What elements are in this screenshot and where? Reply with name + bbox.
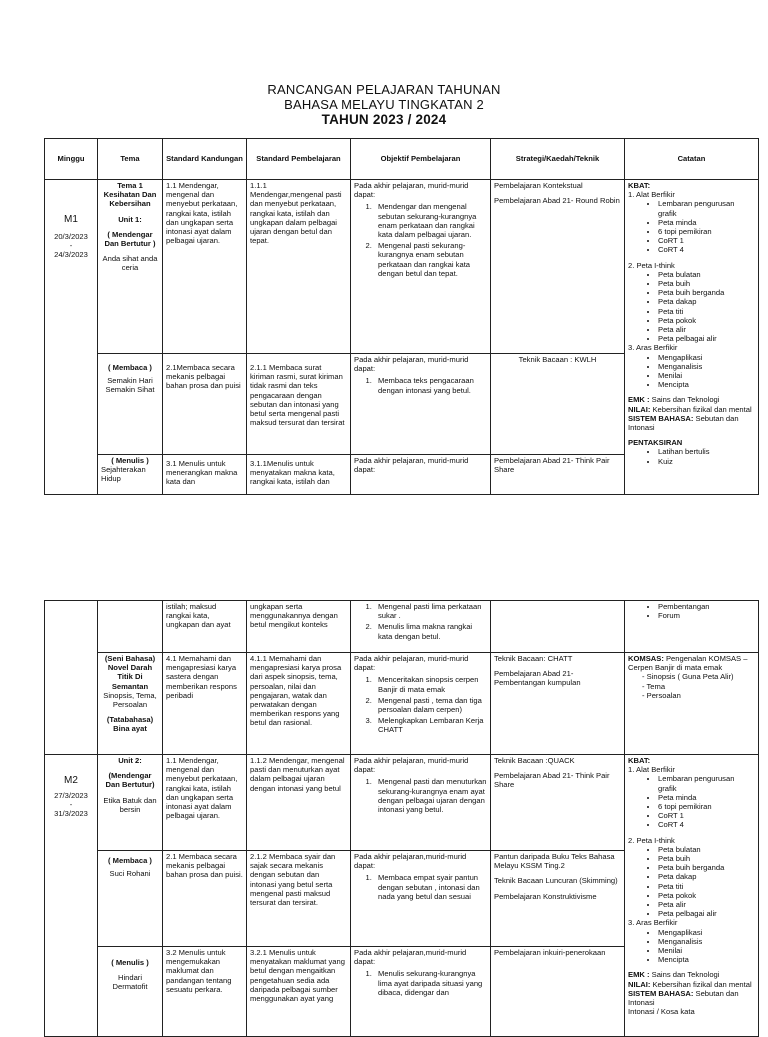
list-item: 3. Melengkapkan Lembaran Kerja CHATT — [374, 716, 487, 734]
catatan-cell-m2 — [625, 755, 759, 1037]
emk-value: Sains dan Teknologi — [649, 395, 720, 405]
objektif-intro: Pada akhir pelajaran,murid-murid dapat: — [354, 852, 467, 871]
komsas-line — [628, 654, 755, 663]
nilai-value: Kebersihan fizikal dan mental — [650, 979, 752, 989]
week-date-end: 24/3/2023 — [54, 250, 88, 260]
list-item: • Latihan bertulis — [658, 447, 755, 456]
strategi-cell — [491, 851, 625, 947]
sp-text: Mendengar,mengenal pasti dan menyebut perkataan, rangkai kata, istilah dan ungkapan dalam pelbagai ujaran dengan betul dan tepat. — [250, 190, 342, 246]
alat-label: 1. Alat Berfikir — [628, 190, 675, 200]
list-item: 2. Menulis lima makna rangkai kata dengan betul. — [374, 622, 487, 640]
catatan-cell — [625, 653, 759, 755]
list-item: • Menganalisis — [658, 937, 755, 946]
catatan-tail: Intonasi / Kosa kata — [628, 1007, 695, 1017]
list-item: 1. Mengenal pasti dan menuturkan sekurang-kurangnya enam ayat dengan pelbagai ujaran dengan intonasi yang betul. — [374, 777, 487, 814]
nilai-label: NILAI: — [628, 979, 651, 989]
list-item: 1. Membaca empat syair pantun dengan sebutan , intonasi dan nada yang betul dan sesuai — [374, 873, 487, 901]
tema-cell — [98, 455, 163, 495]
list-item: • Peta buih berganda — [658, 863, 755, 872]
aras-label: 3. Aras Berfikir — [628, 343, 678, 353]
list-item: • 6 topi pemikiran — [658, 227, 755, 236]
peta-label: 2. Peta I-think — [628, 835, 675, 845]
objektif-cell — [351, 947, 491, 1037]
cerpen-line: Cerpen Banjir di mata emak — [628, 663, 723, 673]
sp-cell: 3.2.1 Menulis untuk menyatakan maklumat yang betul dengan mengaitkan pengetahuan sedia ada daripada pelbagai sumber menggunakan ayat yang — [247, 947, 351, 1037]
strategi-text: Teknik Bacaan :QUACK — [494, 756, 575, 765]
sistem-line — [628, 414, 755, 432]
week-cell-m2 — [45, 755, 98, 1037]
list-item: • Mengaplikasi — [658, 928, 755, 937]
week-date-dash: - — [69, 800, 73, 810]
list-item: • Kuiz — [658, 457, 755, 466]
list-item: • Mencipta — [658, 955, 755, 964]
alat-label: 1. Alat Berfikir — [628, 765, 675, 775]
unit-label: Unit 2: — [118, 756, 142, 765]
objektif-cell — [351, 601, 491, 653]
strategi-text: Pantun daripada Buku Teks Bahasa Melayu KSSM Ting.2 — [494, 852, 615, 871]
sp-cell: 4.1.1 Memahami dan mengapresiasi karya prosa dari aspek sinopsis, tema, persoalan, nilai dan pengajaran, watak dan perwatakan dengan memberikan respons yang betul dan rasional. — [247, 653, 351, 755]
list-item: • Peta alir — [658, 325, 755, 334]
list-item: 1. Menulis sekurang-kurangnya lima ayat daripada situasi yang dibaca, didengar dan — [374, 969, 487, 997]
kbat-label: KBAT: — [628, 756, 651, 765]
strategi-cell: Pembelajaran Abad 21- Think Pair Share — [491, 455, 625, 495]
week-date-start: 27/3/2023 — [54, 791, 88, 800]
list-item: • CoRT 1 — [658, 236, 755, 245]
list-item: • Lembaran pengurusan grafik — [658, 774, 755, 792]
list-item: • Peta bulatan — [658, 845, 755, 854]
skill-label: ( Membaca ) — [108, 856, 152, 865]
lesson-plan-table-page2 — [44, 600, 759, 1037]
skill-label: ( Menulis ) — [111, 456, 149, 465]
sp-cell: 2.1.2 Membaca syair dan sajak secara mekanis dengan sebutan dan intonasi yang betul serta mengenal pasti maksud tersurat dan tersirat. — [247, 851, 351, 947]
nilai-value: Kebersihan fizikal dan mental — [650, 404, 752, 414]
catatan-cell — [625, 601, 759, 653]
list-item: • Peta minda — [658, 218, 755, 227]
list-item: • Peta alir — [658, 900, 755, 909]
week-date-dash: - — [69, 241, 73, 251]
list-item: • Menilai — [658, 371, 755, 380]
emk-label: EMK : — [628, 970, 650, 980]
list-item: • Mencipta — [658, 380, 755, 389]
peta-label: 2. Peta I-think — [628, 260, 675, 270]
list-item: • Peta pelbagai alir — [658, 334, 755, 343]
skill-label: (Tatabahasa) Bina ayat — [106, 715, 154, 734]
list-item: • Lembaran pengurusan grafik — [658, 199, 755, 217]
strategi-cell — [491, 653, 625, 755]
tema-cell — [98, 755, 163, 851]
emk-line — [628, 395, 755, 404]
table-row — [45, 755, 759, 851]
sk-cell — [163, 455, 247, 495]
sk-text: 3.1 Menulis untuk menerangkan makna kata dan — [166, 459, 238, 487]
topic-label: Sinopsis, Tema, Persoalan — [103, 690, 157, 710]
objektif-cell — [351, 851, 491, 947]
skill-label: ( Mendengar Dan Bertutur ) — [104, 229, 156, 249]
col-standard-pembelajaran: Standard Pembelajaran — [247, 139, 351, 180]
sk-cell: 2.1 Membaca secara mekanis pelbagai bahan prosa dan puisi. — [163, 851, 247, 947]
tema-cell — [98, 851, 163, 947]
sistem-label: SISTEM BAHASA: — [628, 988, 694, 998]
week-date-start: 20/3/2023 — [54, 232, 88, 241]
sistem-value: Sebutan dan Intonasi — [628, 413, 739, 433]
unit-label: Unit 1: — [118, 214, 142, 224]
week-date-end: 31/3/2023 — [54, 809, 88, 819]
sp-text: 3.1.1Menulis untuk menyatakan makna kata, rangkai kata, istilah dan — [250, 459, 335, 487]
sistem-label: SISTEM BAHASA: — [628, 413, 694, 423]
table-row — [45, 601, 759, 653]
sp-code: 1.1.1 — [250, 181, 267, 190]
list-item: • Menilai — [658, 946, 755, 955]
objektif-cell — [351, 354, 491, 455]
list-item: 1. Mendengar dan mengenal sebutan sekurang-kurangnya enam perkataan dan rangkai kata dalam pelbagai ujaran. — [374, 202, 487, 239]
list-item: • Peta dakap — [658, 872, 755, 881]
objektif-cell — [351, 755, 491, 851]
aras-label: 3. Aras Berfikir — [628, 918, 678, 928]
komsas-label: KOMSAS: — [628, 654, 664, 663]
list-item: • Pembentangan — [658, 602, 755, 611]
list-item: - Sinopsis ( Guna Peta Alir) — [642, 672, 755, 681]
list-item: 1. Menceritakan sinopsis cerpen Banjir di mata emak — [374, 675, 487, 693]
objektif-intro: Pada akhir pelajaran, murid-murid dapat: — [354, 181, 469, 200]
emk-line — [628, 970, 755, 979]
col-minggu: Minggu — [45, 139, 98, 180]
col-catatan: Catatan — [625, 139, 759, 180]
topic-label: Hindari Dermatofit — [112, 973, 148, 992]
strategi-text: Teknik Bacaan: CHATT — [494, 654, 573, 663]
nilai-line — [628, 405, 755, 414]
skill-label: (Mendengar Dan Bertutur) — [105, 771, 155, 790]
emk-value: Sains dan Teknologi — [649, 970, 720, 980]
list-item: 2. Mengenal pasti sekurang-kurangnya enam sebutan perkataan dan rangkai kata dengan betul dan tepat. — [374, 241, 487, 278]
list-item: • Peta pokok — [658, 316, 755, 325]
skill-label: ( Membaca ) — [108, 363, 152, 372]
objektif-cell — [351, 180, 491, 354]
sp-cell — [247, 455, 351, 495]
list-item: • Mengaplikasi — [658, 353, 755, 362]
list-item: • Peta pokok — [658, 891, 755, 900]
list-item: - Persoalan — [642, 691, 755, 700]
objektif-intro: Pada akhir pelajaran,murid-murid dapat: — [354, 948, 467, 967]
topic-label: Sejahterakan Hidup — [101, 465, 146, 484]
kbat-label: KBAT: — [628, 181, 651, 190]
list-item: • Peta pelbagai alir — [658, 909, 755, 918]
strategi-cell — [491, 180, 625, 354]
catatan-cell-m1 — [625, 180, 759, 495]
sk-cell — [163, 354, 247, 455]
sp-cell — [247, 180, 351, 354]
objektif-intro: Pada akhir pelajaran, murid-murid dapat: — [354, 355, 469, 374]
strategi-cell: Pembelajaran inkuiri-penerokaan — [491, 947, 625, 1037]
doc-title-line2: BAHASA MELAYU TINGKATAN 2 — [284, 97, 484, 112]
doc-title-year: TAHUN 2023 / 2024 — [321, 112, 447, 127]
tema-cell — [98, 601, 163, 653]
list-item: 2. Mengenal pasti , tema dan tiga persoalan dalam cerpen) — [374, 696, 487, 714]
col-strategi: Strategi/Kaedah/Teknik — [491, 139, 625, 180]
komsas-value: Pengenalan KOMSAS – — [663, 654, 748, 663]
list-item: • CoRT 4 — [658, 820, 755, 829]
col-objektif: Objektif Pembelajaran — [351, 139, 491, 180]
strategi-text: Pembelajaran Abad 21- Think Pair Share — [494, 771, 610, 790]
strategi-text: Teknik Bacaan Luncuran (Skimming) — [494, 876, 618, 886]
strategi-cell — [491, 601, 625, 653]
week-label: M1 — [64, 214, 78, 225]
list-item: • Peta titi — [658, 307, 755, 316]
objektif-intro: Pada akhir pelajaran, murid-murid dapat: — [354, 654, 469, 673]
sk-cell: 1.1 Mendengar, mengenal dan menyebut perkataan, rangkai kata, istilah dan ungkapan serta intonasi ayat dalam pelbagai ujaran. — [163, 180, 247, 354]
topic-label: Etika Batuk dan bersin — [103, 795, 157, 814]
sp-cell: ungkapan serta menggunakannya dengan betul mengikut konteks — [247, 601, 351, 653]
sk-text: 2.1Membaca secara mekanis pelbagai bahan prosa dan puisi — [166, 363, 241, 391]
strategi-cell: Teknik Bacaan : KWLH — [491, 354, 625, 455]
objektif-intro: Pada akhir pelajaran, murid-murid dapat: — [354, 756, 469, 775]
list-item: - Tema — [642, 682, 755, 691]
sp-cell — [247, 354, 351, 455]
lesson-plan-table-page1 — [44, 138, 759, 495]
list-item: 1. Membaca teks pengacaraan dengan intonasi yang betul. — [374, 376, 487, 394]
list-item: 1. Mengenal pasti lima perkataan sukar . — [374, 602, 487, 620]
tema-cell — [98, 180, 163, 354]
col-standard-kandungan: Standard Kandungan — [163, 139, 247, 180]
nilai-line — [628, 980, 755, 989]
tema-cell — [98, 653, 163, 755]
strategi-text: Pembelajaran Abad 21- Round Robin — [494, 196, 620, 206]
week-cell-empty — [45, 601, 98, 755]
sk-cell: 4.1 Memahami dan mengapresiasi karya sastera dengan memberikan respons peribadi — [163, 653, 247, 755]
list-item: • Peta minda — [658, 793, 755, 802]
strategi-text: Pembelajaran Konstruktivisme — [494, 891, 597, 901]
list-item: • Forum — [658, 611, 755, 620]
topic-label: Anda sihat anda ceria — [102, 254, 158, 273]
skill-label: (Seni Bahasa) Novel Darah Titik Di Semantan — [104, 654, 156, 691]
list-item: • Menganalisis — [658, 362, 755, 371]
sk-cell: istilah; maksud rangkai kata, ungkapan dan ayat — [163, 601, 247, 653]
sistem-line — [628, 989, 755, 1007]
skill-label: ( Menulis ) — [111, 958, 149, 967]
sp-text: 2.1.1 Membaca surat kiriman rasmi, surat kiriman tidak rasmi dan teks pengacaraan dengan sebutan dan intonasi yang betul serta mengenal pasti maksud tersurat dan tersirat — [250, 363, 345, 428]
strategi-text: Pembelajaran Abad 21- Pembentangan kumpulan — [494, 669, 581, 688]
table-row — [45, 180, 759, 354]
nilai-label: NILAI: — [628, 404, 651, 414]
list-item: • Peta buih — [658, 279, 755, 288]
list-item: • CoRT 4 — [658, 245, 755, 254]
list-item: • Peta buih berganda — [658, 288, 755, 297]
objektif-cell: Pada akhir pelajaran, murid-murid dapat: — [351, 455, 491, 495]
table-row — [45, 653, 759, 755]
week-label: M2 — [64, 775, 78, 786]
list-item: • Peta titi — [658, 882, 755, 891]
topic-label: Suci Rohani — [109, 869, 151, 879]
pentaksiran-label: PENTAKSIRAN — [628, 438, 683, 448]
list-item: • 6 topi pemikiran — [658, 802, 755, 811]
sp-cell: 1.1.2 Mendengar, mengenal pasti dan menuturkan ayat dalam pelbagai ujaran dengan intonasi yang betul — [247, 755, 351, 851]
topic-label: Semakin Hari Semakin Sihat — [105, 376, 155, 395]
list-item: • Peta buih — [658, 854, 755, 863]
tema-cell — [98, 947, 163, 1037]
objektif-cell — [351, 653, 491, 755]
strategi-cell — [491, 755, 625, 851]
strategi-text: Pembelajaran Kontekstual — [494, 181, 583, 190]
list-item: • Peta dakap — [658, 297, 755, 306]
emk-label: EMK : — [628, 395, 650, 405]
sk-cell: 1.1 Mendengar, mengenal dan menyebut perkataan, rangkai kata, istilah dan ungkapan serta intonasi ayat dalam pelbagai ujaran. — [163, 755, 247, 851]
doc-title-line1: RANCANGAN PELAJARAN TAHUNAN — [267, 82, 501, 97]
list-item: • Peta bulatan — [658, 270, 755, 279]
week-cell-m1 — [45, 180, 98, 495]
col-tema: Tema — [98, 139, 163, 180]
list-item: • CoRT 1 — [658, 811, 755, 820]
sistem-value: Sebutan dan Intonasi — [628, 988, 739, 1008]
tema-title: Tema 1 Kesihatan Dan Kebersihan — [103, 181, 157, 209]
header-row — [45, 139, 759, 180]
tema-cell — [98, 354, 163, 455]
sk-cell: 3.2 Menulis untuk mengemukakan maklumat dan pandangan tentang sesuatu perkara. — [163, 947, 247, 1037]
